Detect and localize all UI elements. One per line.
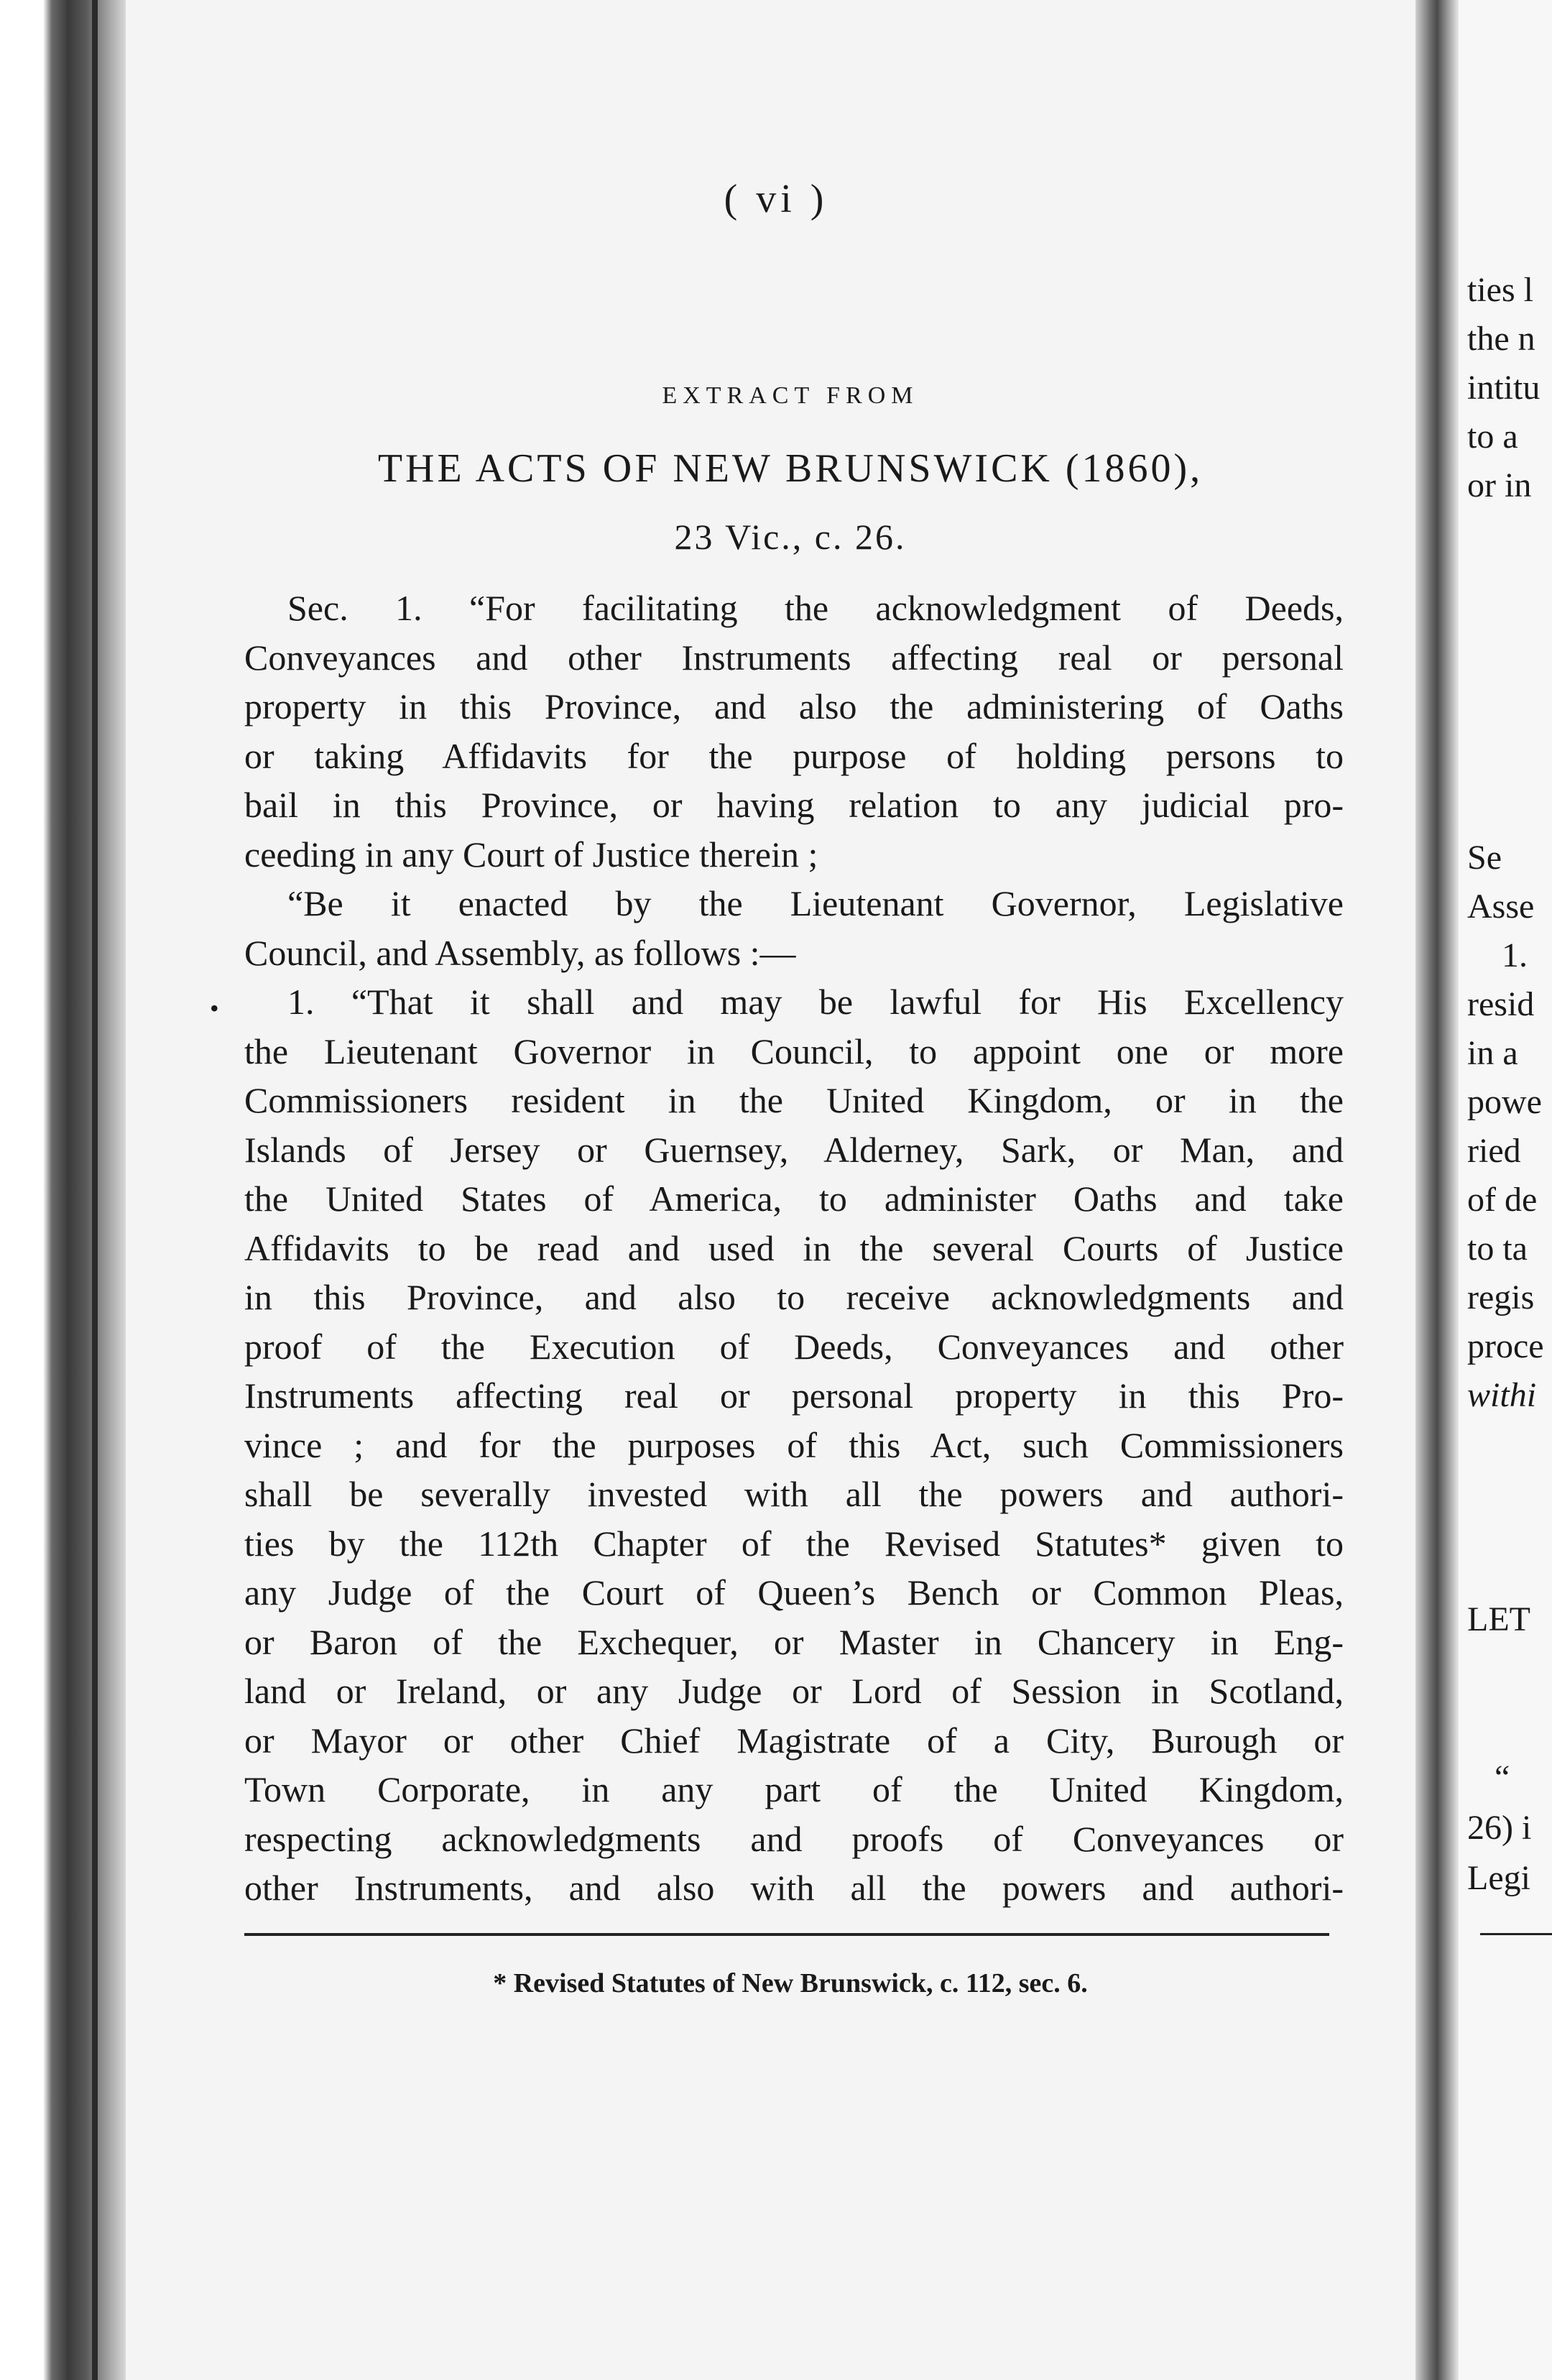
- facing-fragment: to a: [1467, 418, 1518, 456]
- facing-fragment: or in: [1467, 466, 1532, 504]
- facing-fragment: proce: [1467, 1327, 1544, 1365]
- extract-label: EXTRACT FROM: [662, 382, 919, 409]
- text-line: Affidavits to be read and used in the several Courts of Justice: [244, 1227, 1344, 1268]
- text-line: vince ; and for the purposes of this Act, such Commissioners: [244, 1424, 1344, 1465]
- text-line: the Lieutenant Governor in Council, to appoint one or more: [244, 1030, 1344, 1071]
- text-line: “Be it enacted by the Lieutenant Governor, Legislative: [287, 883, 1344, 923]
- act-citation: 23 Vic., c. 26.: [674, 517, 907, 557]
- facing-fragment: to ta: [1467, 1230, 1528, 1268]
- facing-fragment: 26) i: [1467, 1809, 1532, 1847]
- text-line: bail in this Province, or having relation to any judicial pro-: [244, 785, 1344, 825]
- facing-fragment: 1.: [1502, 936, 1528, 974]
- page-title: THE ACTS OF NEW BRUNSWICK (1860),: [377, 446, 1204, 491]
- facing-fragment: withi: [1467, 1376, 1537, 1414]
- text-line: Islands of Jersey or Guernsey, Alderney, Sark, or Man, and: [244, 1129, 1344, 1170]
- footnote-rule: [244, 1933, 1329, 1936]
- binding-shadow: [92, 0, 98, 2380]
- facing-fragment: the n: [1467, 320, 1535, 358]
- facing-fragment: Legi: [1467, 1859, 1530, 1897]
- text-line: land or Ireland, or any Judge or Lord of Session in Scotland,: [244, 1671, 1344, 1711]
- text-line: Instruments affecting real or personal property in this Pro-: [244, 1375, 1344, 1416]
- text-line: ties by the 112th Chapter of the Revised Statutes* given to: [244, 1523, 1344, 1564]
- text-line: in this Province, and also to receive acknowledgments and: [244, 1277, 1344, 1317]
- text-line: other Instruments, and also with all the powers and authori-: [244, 1868, 1344, 1908]
- text-line: or Mayor or other Chief Magistrate of a City, Burough or: [244, 1720, 1344, 1761]
- facing-fragment: Se: [1467, 839, 1502, 877]
- text-line: Town Corporate, in any part of the United Kingdom,: [244, 1769, 1344, 1809]
- text-line: shall be severally invested with all the powers and authori-: [244, 1474, 1344, 1514]
- facing-fragment: of de: [1467, 1181, 1538, 1219]
- act-text: [244, 584, 1344, 1913]
- footnote: * Revised Statutes of New Brunswick, c. 112, sec. 6.: [493, 1968, 1088, 1998]
- margin-mark: •: [210, 994, 219, 1023]
- facing-fragment: LET: [1467, 1600, 1530, 1638]
- page-number: ( vi ): [724, 177, 828, 221]
- facing-fragment: ties l: [1467, 271, 1533, 309]
- text-line: or taking Affidavits for the purpose of holding persons to: [244, 735, 1344, 776]
- facing-fragment: regis: [1467, 1278, 1535, 1316]
- text-line: property in this Province, and also the administering of Oaths: [244, 686, 1344, 727]
- text-line: 1. “That it shall and may be lawful for His Excellency: [287, 982, 1344, 1022]
- text-line: respecting acknowledgments and proofs of Conveyances or: [244, 1818, 1344, 1859]
- text-line: or Baron of the Exchequer, or Master in Chancery in Eng-: [244, 1621, 1344, 1662]
- text-line: Commissioners resident in the United Kingdom, or in the: [244, 1080, 1344, 1120]
- text-line: Sec. 1. “For facilitating the acknowledgment of Deeds,: [287, 588, 1344, 628]
- facing-page: [1459, 0, 1552, 2380]
- facing-rule: [1480, 1933, 1552, 1935]
- text-line: Council, and Assembly, as follows :—: [244, 932, 796, 973]
- book-binding-edge: [0, 0, 126, 2380]
- page-gutter: [1415, 0, 1459, 2380]
- facing-fragment: resid: [1467, 985, 1535, 1023]
- facing-fragment: intitu: [1467, 369, 1541, 407]
- facing-fragment: Asse: [1467, 887, 1535, 926]
- text-line: proof of the Execution of Deeds, Conveyances and other: [244, 1326, 1344, 1367]
- text-line: the United States of America, to administer Oaths and take: [244, 1179, 1344, 1219]
- text-line: any Judge of the Court of Queen’s Bench or Common Pleas,: [244, 1572, 1344, 1613]
- text-line: ceeding in any Court of Justice therein ;: [244, 834, 818, 875]
- facing-fragment: in a: [1467, 1034, 1518, 1072]
- text-line: Conveyances and other Instruments affecting real or personal: [244, 637, 1344, 678]
- facing-fragment: “: [1495, 1758, 1510, 1796]
- facing-fragment: powe: [1467, 1083, 1542, 1121]
- facing-fragment: ried: [1467, 1132, 1521, 1170]
